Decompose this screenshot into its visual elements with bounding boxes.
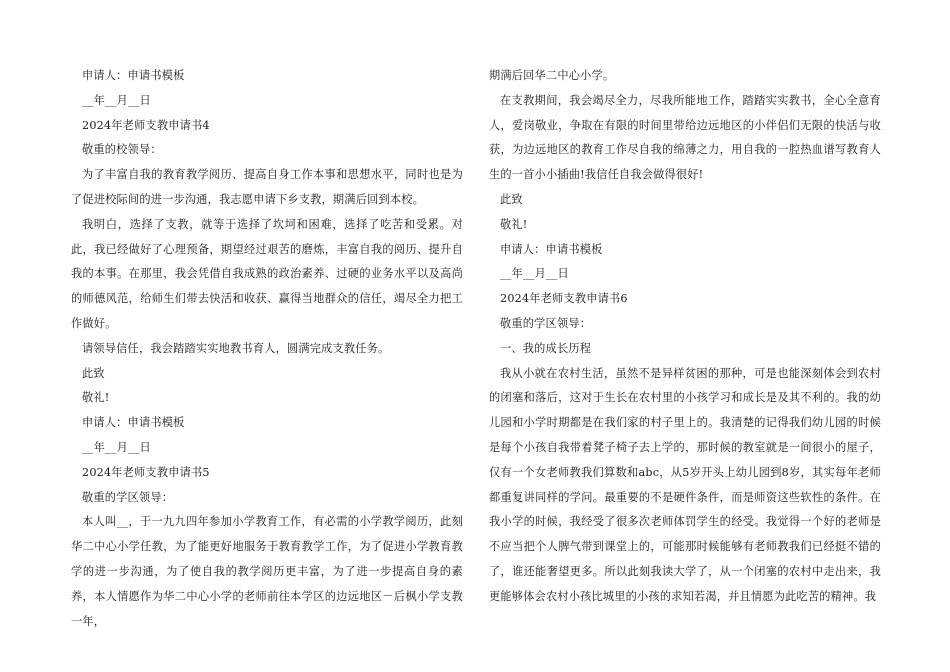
date-line: __年__月__日 (82, 93, 151, 107)
right-column (489, 64, 881, 610)
body-paragraph: 我从小就在农村生活，虽然不是异样贫困的那种，可是也能深刻体会到农村的闭塞和落后，这对于生长在农村里的小孩学习和成长是及其不利的。我的幼儿园和小学时期都是在我们家的村子里上的。我清楚的记得我们幼儿园的时候是每个小孩自我带着凳子椅子去上学的，那时候的教室就是一间很小的屋子，仅有一个女老师教我们算数和abc，从5岁开头上幼儿园到8岁，其实每年老师都重复讲同样的学问。最重要的不是硬件条件，而是师资这些软性的条件。在我小学的时候，我经受了很多次老师体罚学生的经受。我觉得一个好的老师是不应当把个人脾气带到课堂上的，可能那时候能够有老师教我们已经挺不错的了，谁还能奢望更多。所以此刻我读大学了，从一个闭塞的农村中走出来，我更能够体会农村小孩比城里的小孩的求知若渴，并且情愿为此吃苦的精神。我 (489, 366, 881, 603)
body-paragraph: 在支教期间，我会竭尽全力，尽我所能地工作，踏踏实实教书，全心全意育人，爱岗敬业，争取在有限的时间里带给边远地区的小伴侣们无限的快活与收获，为边远地区的教育工作尽自我的绵薄之力，用自我的一腔热血谱写教育人生的一首小小插曲!我信任自我会做得很好! (489, 93, 881, 182)
salutation: 敬重的校领导： (82, 143, 162, 157)
section-title: 2024年老师支教申请书5 (82, 465, 210, 479)
closing-line: 此致 (82, 366, 105, 380)
date-line: __年__月__日 (500, 267, 569, 281)
body-paragraph: 为了丰富自我的教育教学阅历、提高自身工作本事和思想水平，同时也是为了促进校际间的进一步沟通，我志愿申请下乡支教，期满后回到本校。 (71, 168, 463, 206)
signature-line: 申请人：申请书模板 (500, 242, 603, 256)
body-paragraph: 我明白，选择了支教，就等于选择了坎坷和困难，选择了吃苦和受累。对此，我已经做好了心理预备，期望经过艰苦的磨炼，丰富自我的阅历、提升自我的本事。在那里，我会凭借自我成熟的政治素养、过硬的业务水平以及高尚的师德风范，给师生们带去快活和收获、赢得当地群众的信任，竭尽全力把工作做好。 (71, 217, 463, 330)
signature-line: 申请人：申请书模板 (82, 69, 185, 82)
section-title: 2024年老师支教申请书4 (82, 118, 210, 132)
left-column (71, 64, 463, 634)
salutation: 敬重的学区领导： (500, 316, 592, 330)
closing-line: 敬礼! (82, 391, 110, 405)
closing-line: 此致 (500, 192, 523, 206)
body-paragraph-continued: 期满后回华二中心小学。 (489, 69, 615, 82)
date-line: __年__月__日 (82, 440, 151, 454)
body-paragraph: 本人叫__，于一九九四年参加小学教育工作，有必需的小学教学阅历，此刻华二中心小学任教，为了能更好地服务于教育教学工作，为了促进小学教育教学的进一步沟通，为了使自我的教学阅历更丰富，为了进一步提高自身的素养，本人情愿作为华二中心小学的老师前往本学区的边远地区－后枫小学支教一年， (71, 515, 463, 628)
subheading: 一、我的成长历程 (500, 341, 592, 355)
salutation: 敬重的学区领导： (82, 490, 174, 504)
section-title: 2024年老师支教申请书6 (500, 292, 628, 306)
signature-line: 申请人：申请书模板 (82, 416, 185, 430)
closing-line: 敬礼! (500, 217, 528, 231)
body-paragraph: 请领导信任，我会踏踏实实地教书育人，圆满完成支教任务。 (82, 341, 390, 355)
